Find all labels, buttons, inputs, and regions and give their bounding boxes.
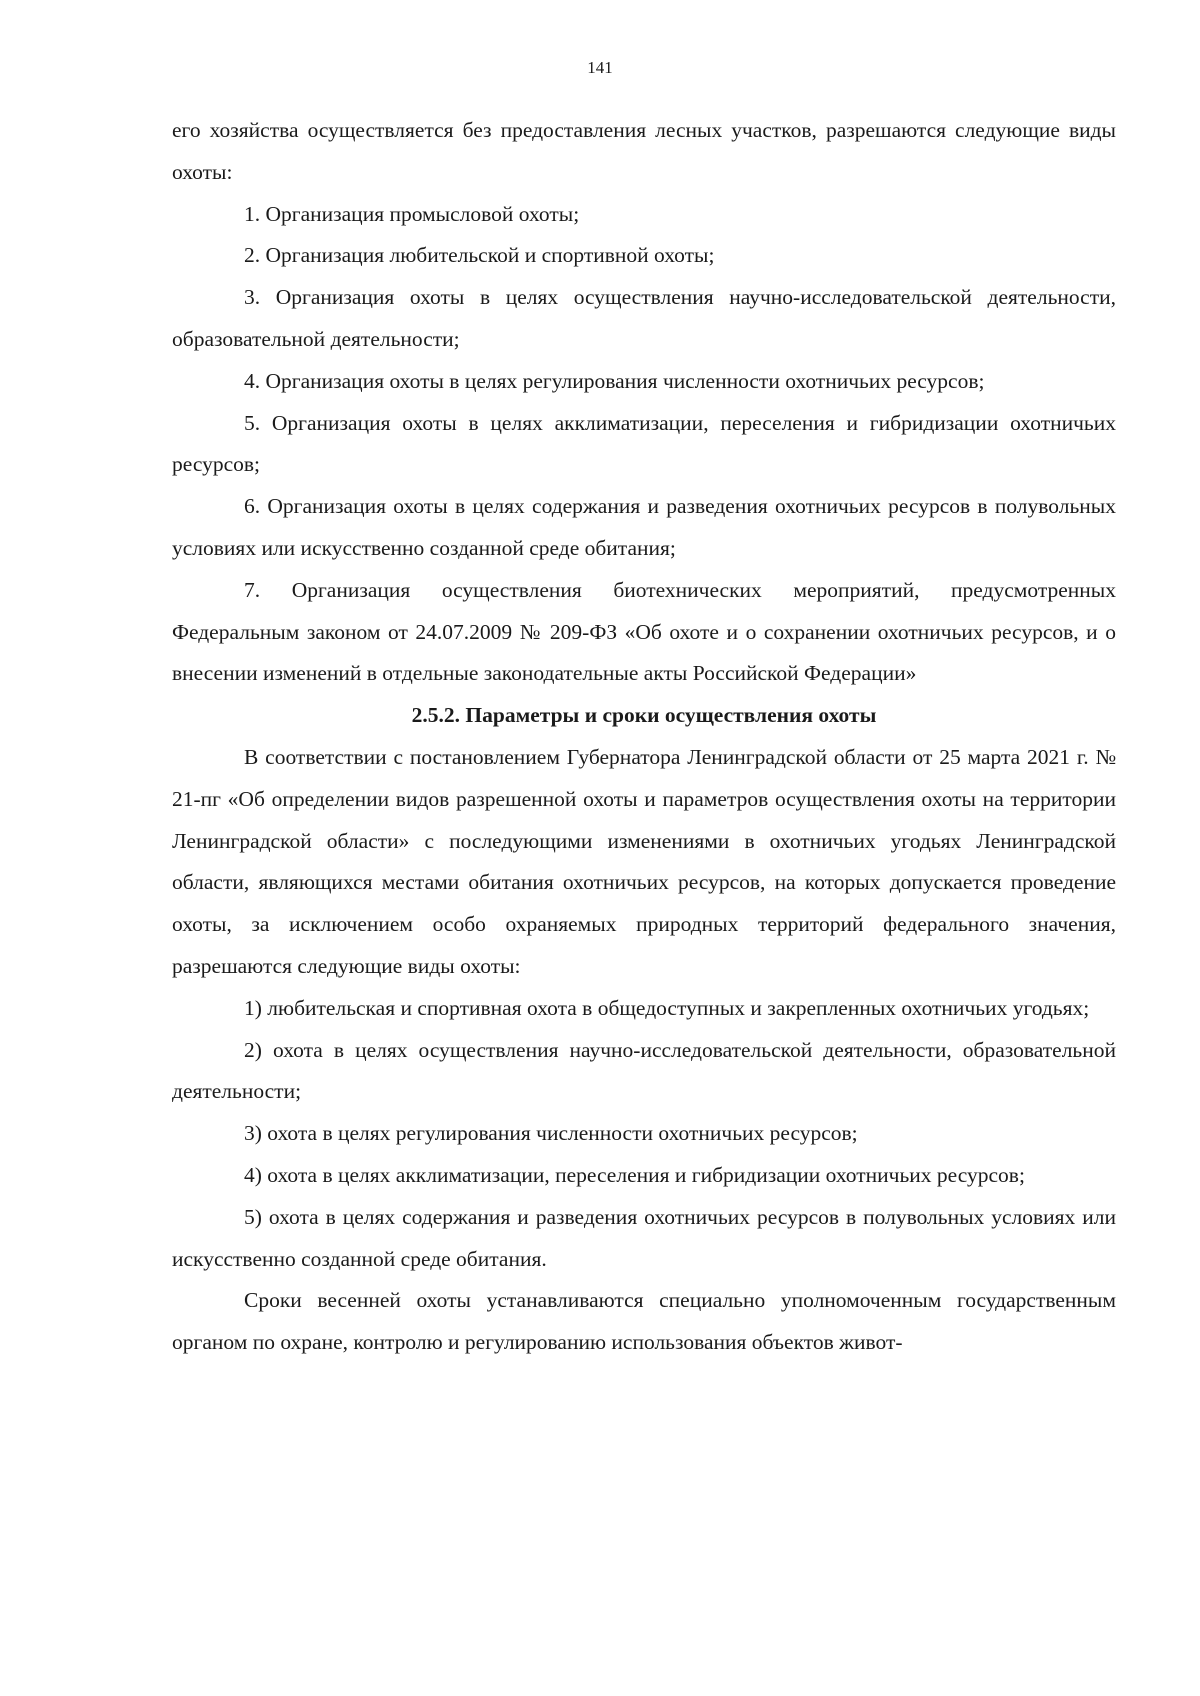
list-item: 5. Организация охоты в целях акклиматизации, переселения и гибридизации охотничьих ресурсов; bbox=[172, 410, 1116, 477]
list-item: 6. Организация охоты в целях содержания и разведения охотничьих ресурсов в полувольных условиях или искусственно созданной среде обитания; bbox=[172, 494, 1116, 560]
list-item: 4) охота в целях акклиматизации, переселения и гибридизации охотничьих ресурсов; bbox=[244, 1162, 1025, 1187]
list-item: 2. Организация любительской и спортивной охоты; bbox=[244, 243, 715, 268]
page-number: 141 bbox=[587, 58, 613, 77]
list-item: 3. Организация охоты в целях осуществления научно-исследовательской деятельности, образовательной деятельности; bbox=[172, 285, 1116, 351]
list-item: 3) охота в целях регулирования численности охотничьих ресурсов; bbox=[244, 1121, 858, 1146]
document-body bbox=[172, 110, 1116, 1364]
paragraph: В соответствии с постановлением Губернатора Ленинградской области от 25 марта 2021 г. № 21-пг «Об определении видов разрешенной охоты и параметров осуществления охоты на территории Ленинградской области» с последующими изменениями в охотничьих угодьях Ленинградской области, являющихся местами обитания охотничьих ресурсов, на которых допускается проведение охоты, за исключением особо охраняемых природных территорий федерального значения, разрешаются следующие виды охоты: bbox=[172, 744, 1116, 978]
paragraph: Сроки весенней охоты устанавливаются специально уполномоченным государственным органом по охране, контролю и регулированию использования объектов живот- bbox=[172, 1288, 1116, 1355]
list-item: 5) охота в целях содержания и разведения охотничьих ресурсов в полувольных условиях или искусственно созданной среде обитания. bbox=[172, 1204, 1116, 1271]
list-item: 4. Организация охоты в целях регулирования численности охотничьих ресурсов; bbox=[244, 368, 985, 393]
paragraph: его хозяйства осуществляется без предоставления лесных участков, разрешаются следующие виды охоты: bbox=[172, 118, 1116, 184]
list-item: 2) охота в целях осуществления научно-исследовательской деятельности, образовательной деятельности; bbox=[172, 1037, 1116, 1104]
list-item: 7. Организация осуществления биотехнических мероприятий, предусмотренных Федеральным законом от 24.07.2009 № 209-ФЗ «Об охоте и о сохранении охотничьих ресурсов, и о внесении изменений в отдельные законодательные акты Российской Федерации» bbox=[172, 577, 1116, 686]
list-item: 1) любительская и спортивная охота в общедоступных и закрепленных охотничьих угодьях; bbox=[244, 995, 1090, 1020]
list-item: 1. Организация промысловой охоты; bbox=[244, 201, 580, 226]
section-heading: 2.5.2. Параметры и сроки осуществления охоты bbox=[411, 703, 877, 728]
